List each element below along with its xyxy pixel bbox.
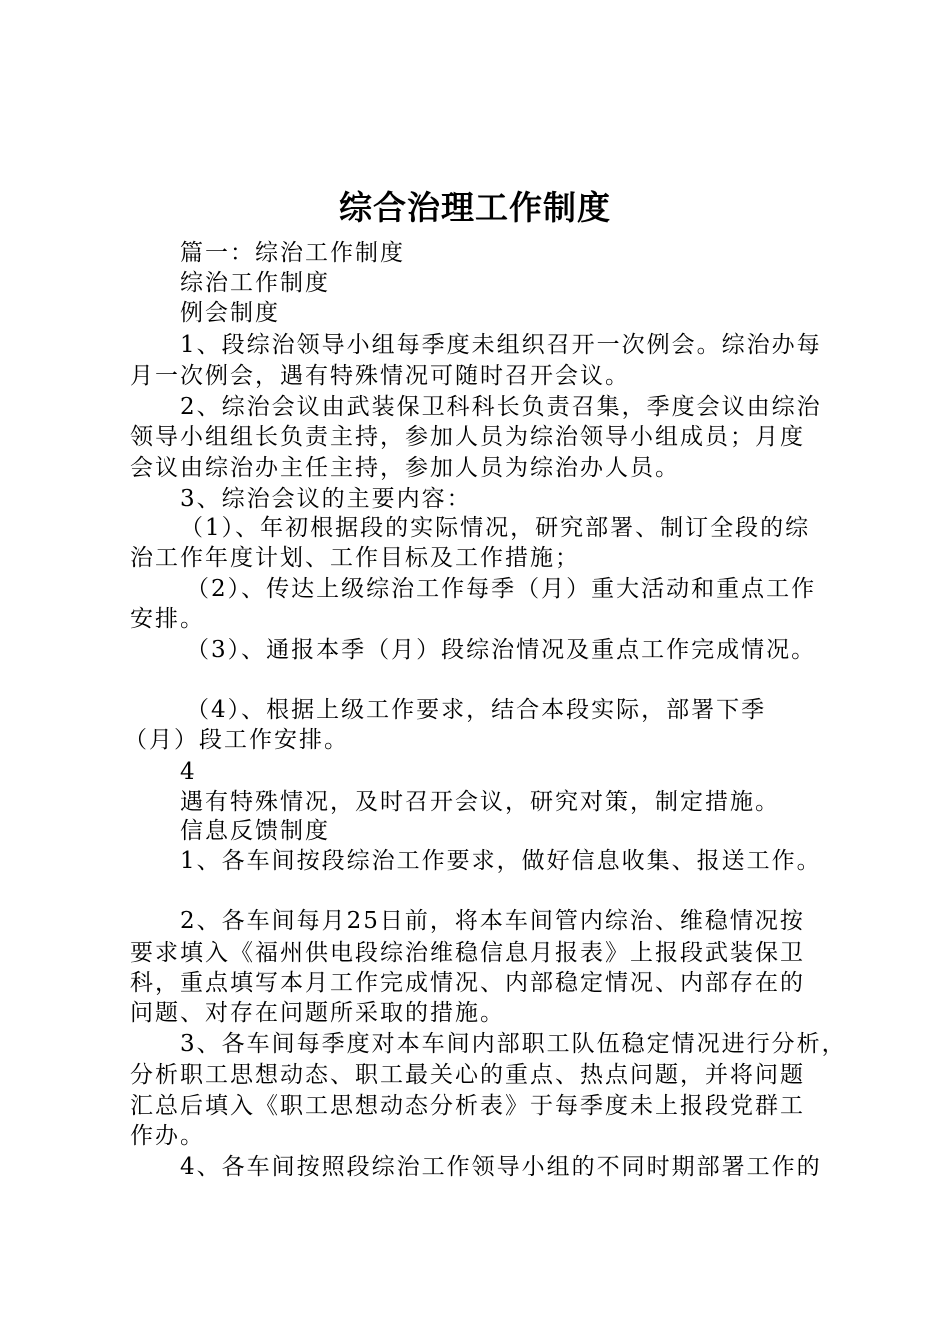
text-line: （1）、年初根据段的实际情况，研究部署、制订全段的综 (180, 515, 811, 541)
text-line: （2）、传达上级综治工作每季（月）重大活动和重点工作 (186, 576, 817, 602)
text-line: 4 (180, 759, 197, 785)
text-line: 3、综治会议的主要内容： (180, 486, 472, 512)
text-line: 信息反馈制度 (180, 818, 330, 844)
text-line: 1、各车间按段综治工作要求，做好信息收集、报送工作。 (180, 848, 822, 874)
text-line: 科，重点填写本月工作完成情况、内部稳定情况、内部存在的 (130, 970, 805, 996)
text-line: 4、各车间按照段综治工作领导小组的不同时期部署工作的 (180, 1154, 822, 1180)
text-line: 月一次例会，遇有特殊情况可随时召开会议。 (130, 363, 630, 389)
document-title: 综合治理工作制度 (339, 188, 611, 227)
text-line: 3、各车间每季度对本车间内部职工队伍稳定情况进行分析， (180, 1031, 847, 1057)
text-line: 要求填入《福州供电段综治维稳信息月报表》上报段武装保卫 (130, 940, 805, 966)
text-line: 作办。 (130, 1123, 205, 1149)
text-line: 综治工作制度 (180, 270, 330, 296)
text-line: 领导小组组长负责主持，参加人员为综治领导小组成员；月度 (130, 424, 805, 450)
text-line: （3）、通报本季（月）段综治情况及重点工作完成情况。 (186, 637, 817, 663)
text-line: 2、综治会议由武装保卫科科长负责召集，季度会议由综治 (180, 394, 822, 420)
text-line: 问题、对存在问题所采取的措施。 (130, 1000, 505, 1026)
text-line: （4）、根据上级工作要求，结合本段实际，部署下季 (186, 697, 767, 723)
text-line: 汇总后填入《职工思想动态分析表》于每季度未上报段党群工 (130, 1093, 805, 1119)
text-line: 治工作年度计划、工作目标及工作措施； (130, 545, 580, 571)
text-line: 遇有特殊情况，及时召开会议，研究对策，制定措施。 (180, 789, 780, 815)
text-line: 篇一：综治工作制度 (180, 240, 405, 266)
text-line: 2、各车间每月25日前，将本车间管内综治、维稳情况按 (180, 908, 805, 934)
text-line: （月）段工作安排。 (124, 727, 349, 753)
text-line: 1、段综治领导小组每季度未组织召开一次例会。综治办每 (180, 332, 822, 358)
text-line: 例会制度 (180, 300, 280, 326)
text-line: 分析职工思想动态、职工最关心的重点、热点问题，并将问题 (130, 1062, 805, 1088)
text-line: 安排。 (130, 606, 205, 632)
text-line: 会议由综治办主任主持，参加人员为综治办人员。 (130, 455, 680, 481)
